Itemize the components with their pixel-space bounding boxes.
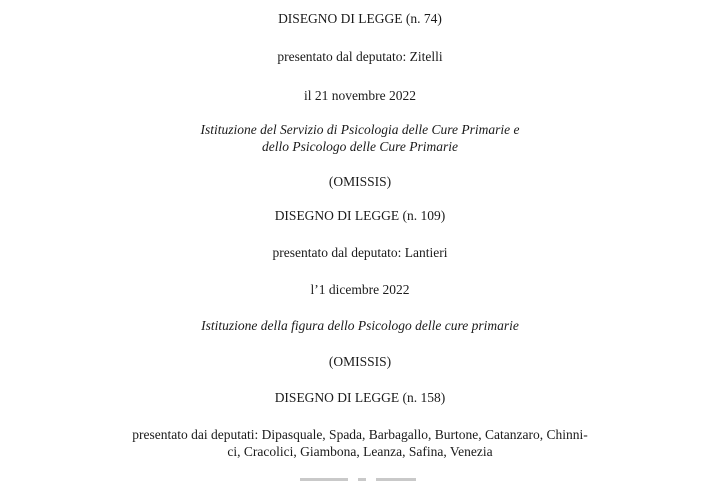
bill-presenter: presentato dal deputato: Zitelli <box>277 49 443 64</box>
bill-title-line: Istituzione della figura dello Psicologo delle cure primarie <box>201 318 519 333</box>
bill-heading: DISEGNO DI LEGGE (n. 158) <box>274 390 446 405</box>
cutoff-text-fragment <box>300 474 418 482</box>
bill-title-line: Istituzione del Servizio di Psicologia delle Cure Primarie e <box>200 122 520 137</box>
omissis: (OMISSIS) <box>328 174 392 189</box>
bill-presenter-line: presentato dai deputati: Dipasquale, Spada, Barbagallo, Burtone, Catanzaro, Chinni- <box>132 427 588 442</box>
bill-heading: DISEGNO DI LEGGE (n. 74) <box>278 11 442 26</box>
bill-presenter: presentato dal deputato: Lantieri <box>272 245 448 260</box>
bill-date: il 21 novembre 2022 <box>303 88 417 103</box>
bill-title-line: dello Psicologo delle Cure Primarie <box>262 139 458 154</box>
bill-heading: DISEGNO DI LEGGE (n. 109) <box>274 208 446 223</box>
bill-presenter-line: ci, Cracolici, Giambona, Leanza, Safina, Venezia <box>227 444 493 459</box>
bill-date: l’1 dicembre 2022 <box>310 282 410 297</box>
omissis: (OMISSIS) <box>328 354 392 369</box>
